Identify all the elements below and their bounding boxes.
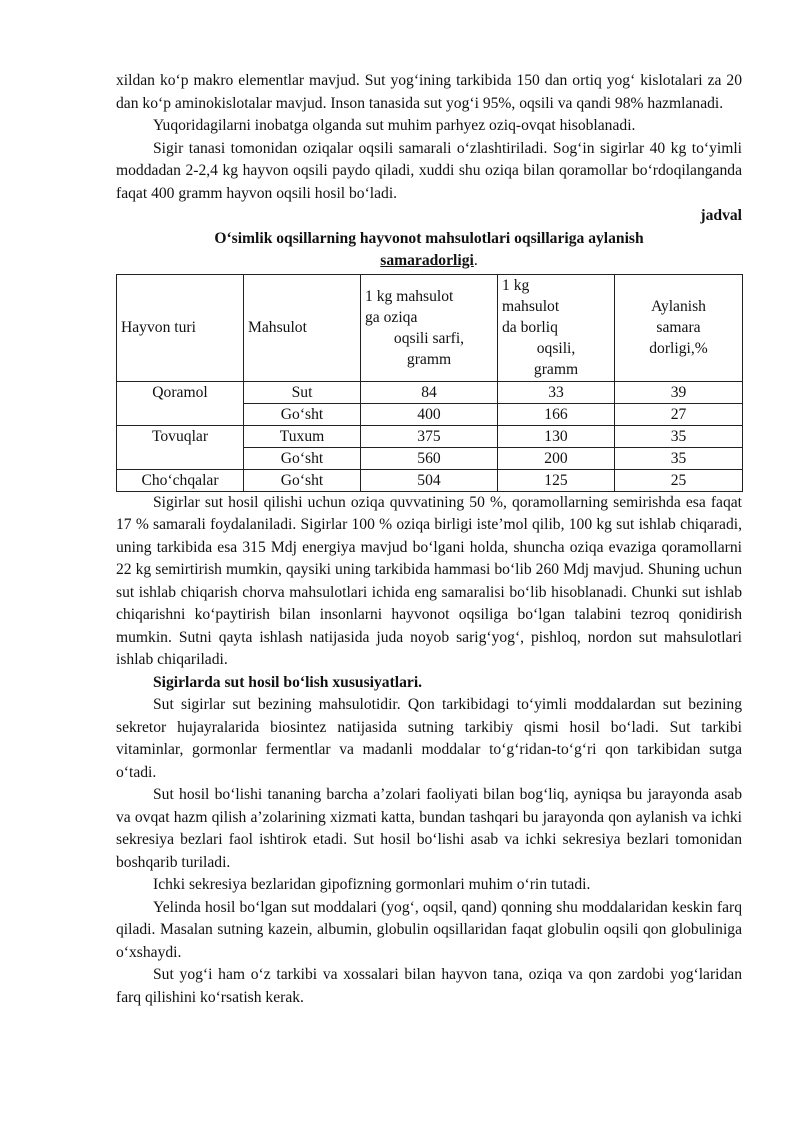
cell-product: Tuxum (244, 425, 361, 447)
cell-feed-protein: 400 (361, 403, 498, 425)
paragraph-1: xildan ko‘p makro elementlar mavjud. Sut yog‘ining tarkibida 150 dan ortiq yog‘ kislotalari za 20 dan ko‘p aminokislotalar mavjud. Inson tanasida sut yog‘i 95%, oqsili va qandi 98% hazmlanadi. (116, 72, 742, 112)
cell-product: Go‘sht (244, 469, 361, 491)
header-feed-protein: 1 kg mahsulot ga oziqa oqsili sarfi, gramm (361, 274, 498, 381)
cell-efficiency: 39 (615, 381, 743, 403)
cell-product-protein: 125 (498, 469, 615, 491)
cell-product: Go‘sht (244, 403, 361, 425)
cell-animal: Cho‘chqalar (117, 469, 244, 491)
cell-feed-protein: 375 (361, 425, 498, 447)
cell-feed-protein: 560 (361, 447, 498, 469)
paragraph-3: Sigir tanasi tomonidan oziqalar oqsili samarali o‘zlashtiriladi. Sog‘in sigirlar 40 kg to‘yimli moddadan 2-2,4 kg hayvon oqsili paydo qiladi, xuddi shu oziqa bilan qoramollar bo‘rdoqilanganda faqat 400 gramm hayvon oqsili hosil bo‘ladi. (116, 139, 742, 202)
conversion-table (116, 274, 743, 492)
cell-feed-protein: 84 (361, 381, 498, 403)
document-page (116, 70, 742, 1009)
paragraph-8: Sut yog‘i ham o‘z tarkibi va xossalari bilan hayvon tana, oziqa va qon zardobi yog‘laridan farq qilishini ko‘rsatish kerak. (116, 966, 742, 1006)
table-title-underlined: samaradorligi (380, 252, 474, 269)
table-title-text: O‘simlik oqsillarning hayvonot mahsulotlari oqsillariga aylanish (214, 229, 644, 247)
cell-animal: Qoramol (117, 381, 244, 425)
header-efficiency: Aylanish samara dorligi,% (615, 274, 743, 381)
table-header-row (117, 274, 743, 381)
cell-product-protein: 166 (498, 403, 615, 425)
cell-efficiency: 27 (615, 403, 743, 425)
table-title (116, 228, 742, 251)
paragraph-4: Sut sigirlar sut bezining mahsulotidir. Qon tarkibidagi to‘yimli moddalardan sut bezining sekretor hujayralarida biosintez natijasida sutning tarkibiy qismi hosil bo‘ladi. Sut tarkibi vitaminlar, gormonlar fermentlar va madanli moddalar to‘g‘ridan-to‘g‘ri qon tarkibidan sutga o‘tadi. (116, 696, 742, 781)
table-title-end: . (473, 252, 478, 269)
cell-animal: Tovuqlar (117, 425, 244, 469)
cell-product: Go‘sht (244, 447, 361, 469)
paragraph-6: Ichki sekresiya bezlaridan gipofizning gormonlari muhim o‘rin tutadi. (153, 876, 591, 893)
paragraph-2: Yuqoridagilarni inobatga olganda sut muhim parhyez oziq-ovqat hisoblanadi. (153, 117, 636, 134)
header-product-protein: 1 kg mahsulot da borliq oqsili, gramm (498, 274, 615, 381)
header-animal-type: Hayvon turi (117, 274, 244, 381)
table-row (117, 469, 743, 491)
cell-efficiency: 35 (615, 447, 743, 469)
cell-efficiency: 35 (615, 425, 743, 447)
cell-feed-protein: 504 (361, 469, 498, 491)
cell-product-protein: 130 (498, 425, 615, 447)
cell-efficiency: 25 (615, 469, 743, 491)
table-title-line-2 (116, 250, 742, 273)
table-row (117, 381, 743, 403)
paragraph-7: Yelinda hosil bo‘lgan sut moddalari (yog‘, oqsil, qand) qonning shu moddalaridan keskin farq qiladi. Masalan sutning kazein, albumin, globulin oqsillaridan faqat globulin oqsili qon globuliniga o‘xshaydi. (116, 898, 742, 961)
header-product: Mahsulot (244, 274, 361, 381)
cell-product: Sut (244, 381, 361, 403)
section-heading: Sigirlarda sut hosil bo‘lish xususiyatlari. (153, 673, 423, 691)
cell-product-protein: 200 (498, 447, 615, 469)
paragraph-after-table: Sigirlar sut hosil qilishi uchun oziqa quvvatining 50 %, qoramollarning semirishda esa faqat 17 % samarali foydalaniladi. Sigirlar 100 % oziqa birligi iste’mol qilib, 100 kg sut ishlab chiqaradi, uning tarkibida esa 315 Mdj energiya mavjud bo‘lgani holda, shuncha oziqa evaziga qoramollarni 22 kg semirtirish mumkin, qaysiki uning tarkibida hammasi bo‘lib 260 Mdj mavjud. Shuning uchun sut ishlab chiqarish chorva mahsulotlari ichida eng samaralisi bo‘lib hisoblanadi. Chunki sut ishlab chiqarishni ko‘paytirish bilan insonlarni hayvonot oqsiliga bo‘lgan talabini tezroq qonidirish mumkin. Sutni qayta ishlash natijasida juda noyob sarig‘yog‘, pishloq, nordon sut mahsulotlari ishlab chiqariladi. (116, 493, 742, 668)
table-label: jadval (700, 207, 742, 224)
table-row (117, 425, 743, 447)
paragraph-5: Sut hosil bo‘lishi tananing barcha a’zolari faoliyati bilan bog‘liq, ayniqsa bu jarayonda asab va ovqat hazm qilish a’zolarining xizmati katta, bundan tashqari bu jarayonda qon aylanish va ichki sekresiya bezlari faol ishtirok etadi. Sut hosil bo‘lishi asab va ichki sekresiya bezlari tomonidan boshqarib turiladi. (116, 786, 742, 871)
cell-product-protein: 33 (498, 381, 615, 403)
